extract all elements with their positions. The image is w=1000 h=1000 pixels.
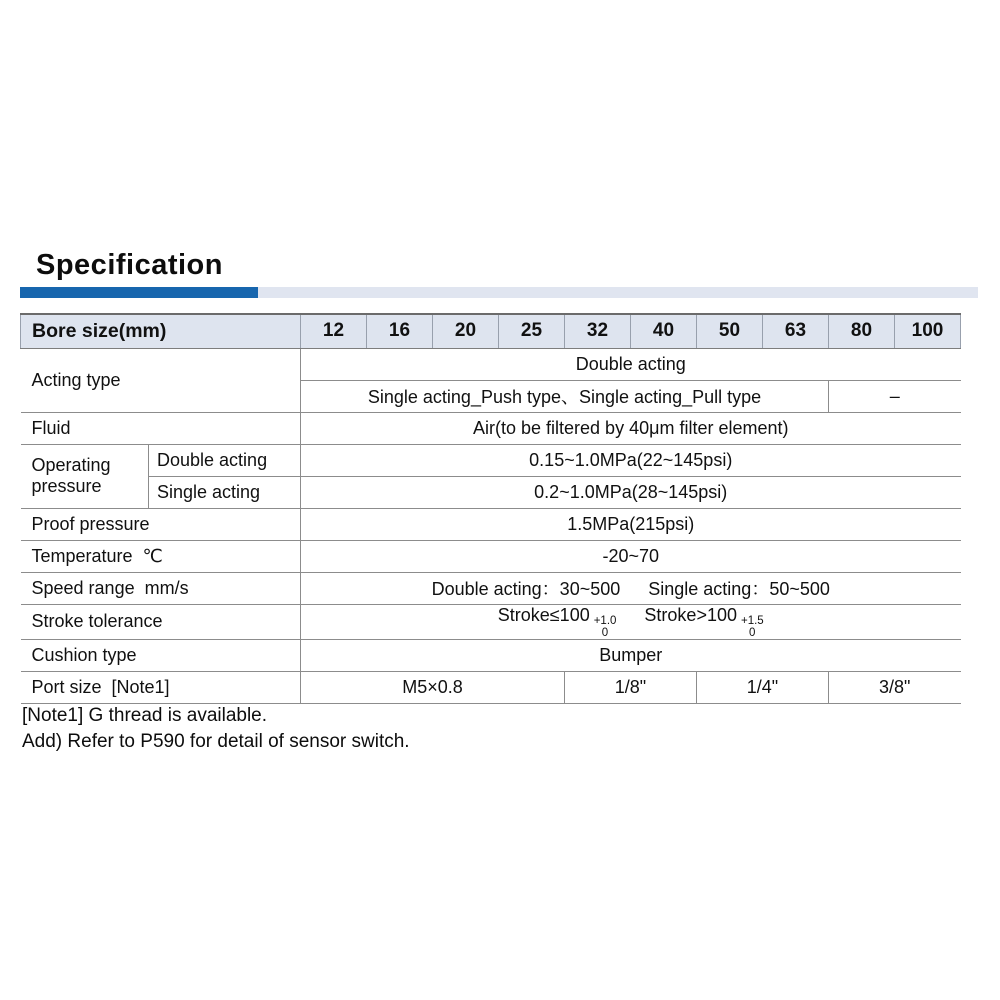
acting-type-label: Acting type [21, 348, 301, 412]
temperature-label: Temperature ℃ [21, 540, 301, 572]
bore-size-col-40: 40 [631, 314, 697, 348]
bore-size-col-20: 20 [433, 314, 499, 348]
stroke-gt-100-text: Stroke>100 [644, 604, 737, 625]
temperature-row [21, 540, 961, 572]
operating-pressure-single-row [21, 476, 961, 508]
operating-pressure-double-label: Double acting [149, 444, 301, 476]
footnote-note1: [Note1] G thread is available. [22, 705, 268, 726]
tolerance-upper: +1.5 [741, 614, 764, 627]
page-title: Specification [36, 249, 223, 281]
acting-type-single-not-available: – [829, 380, 961, 412]
port-size-3-8: 3/8" [829, 671, 961, 703]
stroke-tolerance-row [21, 604, 961, 639]
acting-type-double-value: Double acting [301, 348, 961, 380]
bore-size-col-63: 63 [763, 314, 829, 348]
bore-size-col-16: 16 [367, 314, 433, 348]
cushion-type-value: Bumper [301, 639, 961, 671]
tolerance-lower: 0 [601, 626, 609, 639]
speed-range-label: Speed range mm/s [21, 572, 301, 604]
port-size-row [21, 671, 961, 703]
proof-pressure-label: Proof pressure [21, 508, 301, 540]
stroke-tolerance-label: Stroke tolerance [21, 604, 301, 639]
speed-range-double-acting: Double acting：30~500 [431, 579, 621, 599]
specification-table [20, 313, 961, 704]
speed-range-value [301, 572, 961, 604]
cushion-type-row [21, 639, 961, 671]
tolerance-lower: 0 [749, 626, 756, 639]
fluid-value: Air(to be filtered by 40μm filter element) [301, 412, 961, 444]
speed-range-row [21, 572, 961, 604]
stroke-le-100-tolerance [594, 615, 617, 639]
fluid-row [21, 412, 961, 444]
bore-size-col-25: 25 [499, 314, 565, 348]
header-row [21, 314, 961, 348]
operating-pressure-single-label: Single acting [149, 476, 301, 508]
title-underline-bar [20, 287, 978, 298]
bore-size-col-32: 32 [565, 314, 631, 348]
bore-size-col-50: 50 [697, 314, 763, 348]
acting-type-single-value: Single acting_Push type、Single acting_Pull type [301, 380, 829, 412]
cushion-type-label: Cushion type [21, 639, 301, 671]
operating-pressure-double-value: 0.15~1.0MPa(22~145psi) [301, 444, 961, 476]
proof-pressure-value: 1.5MPa(215psi) [301, 508, 961, 540]
proof-pressure-row [21, 508, 961, 540]
operating-pressure-single-value: 0.2~1.0MPa(28~145psi) [301, 476, 961, 508]
operating-pressure-double-row [21, 444, 961, 476]
fluid-label: Fluid [21, 412, 301, 444]
stroke-tolerance-value [301, 604, 961, 639]
speed-range-single-acting: Single acting：50~500 [648, 579, 830, 599]
stroke-gt-100-tolerance [741, 615, 764, 639]
bore-size-header-label: Bore size(mm) [21, 314, 301, 348]
port-size-1-8: 1/8" [565, 671, 697, 703]
bore-size-col-12: 12 [301, 314, 367, 348]
operating-pressure-label: Operating pressure [21, 444, 149, 508]
footnote-add: Add) Refer to P590 for detail of sensor switch. [22, 731, 410, 752]
acting-type-double-row [21, 348, 961, 380]
footnotes [22, 703, 410, 755]
port-size-1-4: 1/4" [697, 671, 829, 703]
port-size-m5: M5×0.8 [301, 671, 565, 703]
bore-size-col-80: 80 [829, 314, 895, 348]
bore-size-col-100: 100 [895, 314, 961, 348]
title-underline-bar-accent [20, 287, 258, 298]
temperature-value: -20~70 [301, 540, 961, 572]
port-size-label: Port size [Note1] [21, 671, 301, 703]
stroke-le-100-text: Stroke≤100 [497, 604, 590, 625]
tolerance-upper: +1.0 [593, 614, 617, 627]
